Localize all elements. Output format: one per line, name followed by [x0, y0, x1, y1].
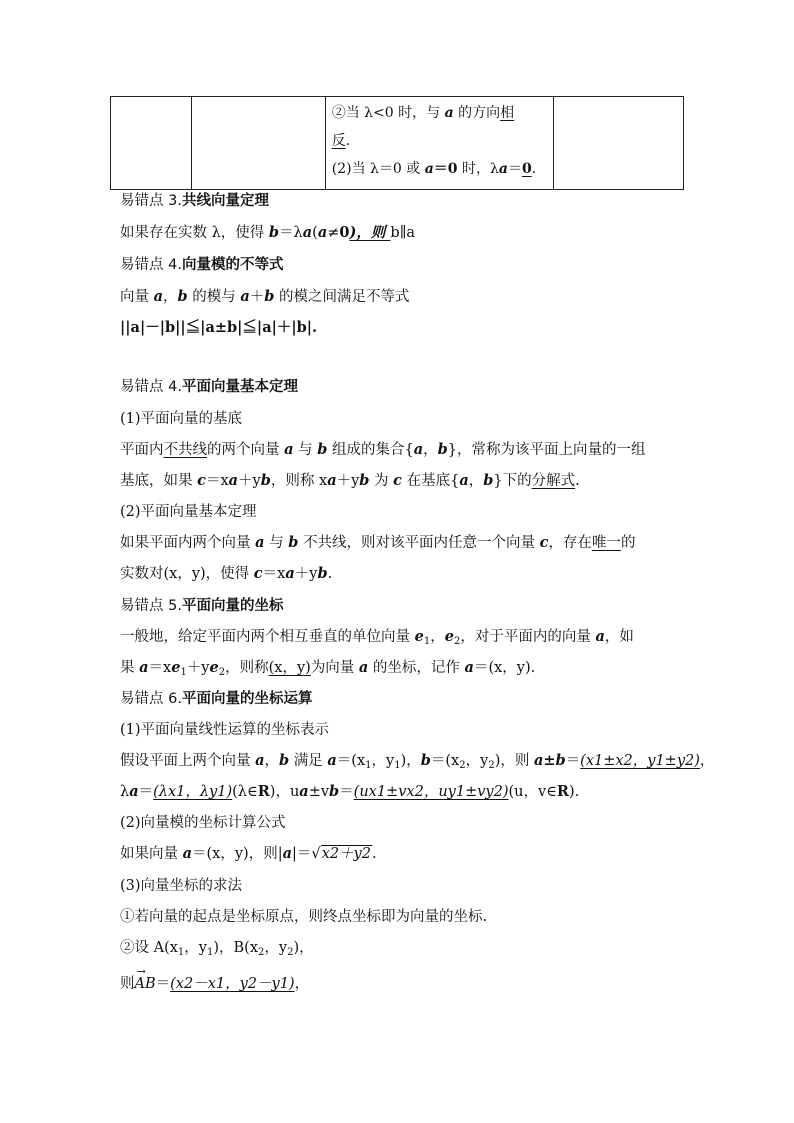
section-heading: [120, 191, 269, 211]
paragraph: [120, 658, 535, 683]
text: 的模之间满足不等式: [274, 289, 410, 305]
text: ＝: [155, 976, 171, 992]
text: (x2－x1，y2－y1): [170, 976, 295, 992]
text: a: [228, 472, 239, 489]
text: b∥a: [390, 225, 416, 241]
text: ＝x: [148, 660, 172, 676]
text: c: [393, 472, 402, 489]
text: ②设 A(x: [120, 940, 178, 956]
text: )，: [293, 940, 314, 956]
text: b: [359, 472, 370, 489]
section-heading: [120, 377, 298, 397]
paragraph: [120, 751, 714, 776]
section-title: 平面向量的坐标: [181, 598, 284, 614]
text: ＋y: [336, 473, 360, 489]
text: (2)当 λ＝0 或: [331, 161, 425, 177]
text: b: [268, 224, 280, 241]
text: ＝: [507, 161, 522, 177]
text: ＝(x: [430, 753, 460, 769]
text: ，: [430, 629, 445, 645]
text: )，则: [494, 753, 534, 769]
text: a: [302, 224, 313, 241]
paragraph: [120, 627, 634, 652]
text: 不共线: [163, 442, 207, 458]
text: ，存在: [548, 535, 592, 551]
section-label: 易错点 5.: [120, 598, 182, 614]
text: 假设平面上两个向量: [120, 753, 256, 769]
table-fragment: [110, 96, 684, 190]
text: ＝x: [205, 473, 229, 489]
text: }，常称为该平面上向量的一组: [447, 442, 646, 458]
paragraph: [120, 533, 635, 553]
text: e: [444, 628, 454, 645]
text: .: [371, 846, 377, 862]
text: 与: [264, 535, 289, 551]
paragraph: [120, 564, 332, 584]
text: a: [595, 628, 605, 645]
text: x2＋y2: [321, 846, 371, 862]
text: a: [255, 752, 265, 769]
text: ，: [264, 753, 280, 769]
text: e: [209, 659, 219, 676]
text: ＝: [138, 784, 154, 800]
text: a: [327, 472, 337, 489]
paragraph: (3)向量坐标的求法: [120, 878, 243, 894]
text: a±b: [533, 752, 566, 769]
text: 的两个向量: [207, 442, 285, 458]
text: ，: [468, 473, 484, 489]
paragraph: [120, 223, 415, 243]
text: b: [177, 288, 188, 305]
section-label: 易错点 3.: [120, 193, 182, 209]
text: 组成的集合{: [327, 442, 414, 458]
text: (ux1±vx2，uy1±vy2): [353, 784, 509, 800]
text: b: [260, 472, 271, 489]
text: (: [312, 225, 318, 241]
text: 向量: [120, 289, 154, 305]
text: c: [197, 472, 206, 489]
text: 的方向: [453, 105, 501, 121]
text: .: [531, 161, 537, 177]
text: a: [327, 752, 337, 769]
text: 2: [453, 636, 461, 647]
text: 2: [287, 947, 294, 958]
text: ＋y: [238, 473, 261, 489]
text: 1: [394, 760, 401, 771]
text: a: [285, 565, 295, 582]
text: a: [139, 659, 149, 676]
text: ，: [699, 753, 715, 769]
text: |＝: [292, 846, 312, 862]
text: ＝(x，y)，则|: [192, 846, 283, 862]
section-title: 平面向量的坐标运算: [181, 691, 313, 707]
text: ＝(x，y).: [473, 660, 536, 676]
text: ，如: [604, 629, 634, 645]
text: 唯一: [591, 535, 621, 551]
text: b: [264, 288, 275, 305]
text: .: [327, 566, 333, 582]
section-label: 易错点 4.: [120, 257, 182, 273]
text: 1: [365, 760, 372, 771]
text: a: [153, 288, 164, 305]
text: b: [420, 752, 431, 769]
paragraph: [120, 844, 377, 864]
text: ，y: [465, 753, 489, 769]
formula: ||a|－|b||≦|a±b|≦|a|＋|b|.: [120, 319, 318, 336]
text: ).: [568, 784, 580, 800]
text: ，: [294, 976, 310, 992]
text: (u，v∈: [508, 784, 557, 800]
text: 1: [177, 947, 185, 958]
text: b: [288, 534, 299, 551]
text: b: [437, 441, 448, 458]
text: b: [329, 783, 340, 800]
text: 1: [180, 667, 187, 678]
text: 的: [620, 535, 636, 551]
text: ＋y: [294, 566, 318, 582]
text: R: [257, 783, 270, 800]
text: (x，y): [268, 660, 311, 676]
text: e: [171, 659, 181, 676]
text: b: [483, 472, 494, 489]
text: ＝: [339, 784, 354, 800]
text: )，B(x: [213, 940, 259, 956]
text: a: [129, 783, 139, 800]
text: 如果向量: [120, 846, 183, 862]
text: ，: [423, 442, 438, 458]
text: a: [498, 161, 508, 177]
table-cell: [111, 97, 192, 190]
text: ，对于平面内的向量: [460, 629, 596, 645]
paragraph: (2)向量模的坐标计算公式: [120, 815, 286, 831]
text: 的坐标，记作: [368, 660, 465, 676]
text: 2: [459, 760, 466, 771]
table-row: [111, 97, 684, 190]
text: 0: [521, 161, 532, 177]
text: 时，λ: [457, 161, 499, 177]
table-cell-text: [325, 97, 553, 190]
text: a: [182, 845, 193, 862]
text: 实数对(x，y)，使得: [120, 566, 254, 582]
text: ＝x: [262, 566, 286, 582]
text: 为: [369, 473, 394, 489]
text: a: [317, 224, 328, 241]
text: ，则称 x: [270, 473, 328, 489]
text: ，y: [264, 940, 288, 956]
section-title: 向量模的不等式: [181, 257, 284, 273]
paragraph: ①若向量的起点是坐标原点，则终点坐标即为向量的坐标.: [120, 909, 488, 925]
text: ＋y: [186, 660, 210, 676]
text: 如果存在实数 λ，使得: [120, 225, 269, 241]
text: b: [279, 752, 290, 769]
text: b: [317, 441, 328, 458]
text: ，y: [371, 753, 395, 769]
text: c: [539, 534, 549, 551]
text: ＝0: [433, 161, 458, 177]
text: 反: [331, 133, 346, 149]
text: }下的: [493, 473, 532, 489]
table-cell: [192, 97, 326, 190]
text: 与: [293, 442, 318, 458]
text: )，: [400, 753, 421, 769]
paragraph: [120, 938, 314, 963]
section-title: 平面向量基本定理: [181, 379, 298, 395]
text: 在基底{: [402, 473, 460, 489]
text: a: [284, 441, 294, 458]
text: a: [413, 441, 424, 458]
text: ＝λ: [279, 225, 303, 241]
paragraph: [120, 782, 579, 802]
text: e: [414, 628, 424, 645]
paragraph: (1)平面向量线性运算的坐标表示: [120, 722, 330, 738]
sqrt-sign: √: [311, 846, 321, 862]
text: a: [424, 161, 434, 177]
text: a: [464, 659, 474, 676]
text: 2: [218, 667, 226, 678]
text: ，y: [184, 940, 207, 956]
section-title: 共线向量定理: [181, 193, 269, 209]
text: 不共线，则对该平面内任意一个向量: [298, 535, 540, 551]
text: 平面内: [120, 442, 164, 458]
text: ≠: [327, 225, 340, 241]
text: 满足: [289, 753, 328, 769]
section-label: 易错点 6.: [120, 691, 182, 707]
text: 一般地，给定平面内两个相互垂直的单位向量: [120, 629, 415, 645]
text: 0: [339, 224, 350, 241]
text: ±v: [308, 784, 330, 800]
text: 1: [423, 636, 431, 647]
text: a: [444, 105, 454, 121]
paragraph: [120, 974, 309, 994]
text: 2: [488, 760, 495, 771]
text: ＝: [565, 753, 581, 769]
text: a: [459, 472, 469, 489]
text: 果: [120, 660, 140, 676]
text: 则: [120, 976, 135, 992]
text: a: [358, 659, 369, 676]
text: b: [317, 565, 328, 582]
text: 分解式: [531, 473, 576, 489]
text: c: [253, 565, 263, 582]
paragraph: (2)平面向量基本定理: [120, 504, 257, 520]
section-label: 易错点 4.: [120, 379, 182, 395]
text: ，则称: [225, 660, 269, 676]
text: λ: [120, 784, 130, 800]
text: )，u: [269, 784, 300, 800]
text: R: [556, 783, 569, 800]
paragraph: (1)平面向量的基底: [120, 411, 243, 427]
vector-ab: → AB: [135, 974, 156, 994]
text: 1: [207, 947, 214, 958]
text: (λx1，λy1): [153, 784, 233, 800]
text: .: [345, 133, 351, 149]
paragraph: [120, 287, 410, 307]
paragraph: [120, 440, 646, 460]
text: ，: [163, 289, 178, 305]
text: a: [240, 288, 250, 305]
text: )，则: [349, 224, 391, 241]
text: 为向量: [310, 660, 359, 676]
text: ＝(x: [336, 753, 366, 769]
text: (x1±x2，y1±y2): [580, 753, 700, 769]
text: 基底，如果: [120, 473, 198, 489]
table-cell: [554, 97, 684, 190]
text: 如果平面内两个向量: [120, 535, 256, 551]
section-heading: [120, 255, 283, 275]
text: .: [575, 473, 580, 489]
text: ＋: [249, 289, 265, 305]
text: 的模与: [187, 289, 241, 305]
text: ②当 λ<0 时，与: [331, 105, 445, 121]
text: a: [255, 534, 265, 551]
section-heading: [120, 689, 312, 709]
section-heading: [120, 596, 283, 616]
text: 2: [258, 947, 265, 958]
paragraph: [120, 471, 580, 491]
text: a: [299, 783, 309, 800]
text: 相: [500, 105, 515, 121]
text: (λ∈: [232, 784, 258, 800]
text: a: [282, 845, 292, 862]
